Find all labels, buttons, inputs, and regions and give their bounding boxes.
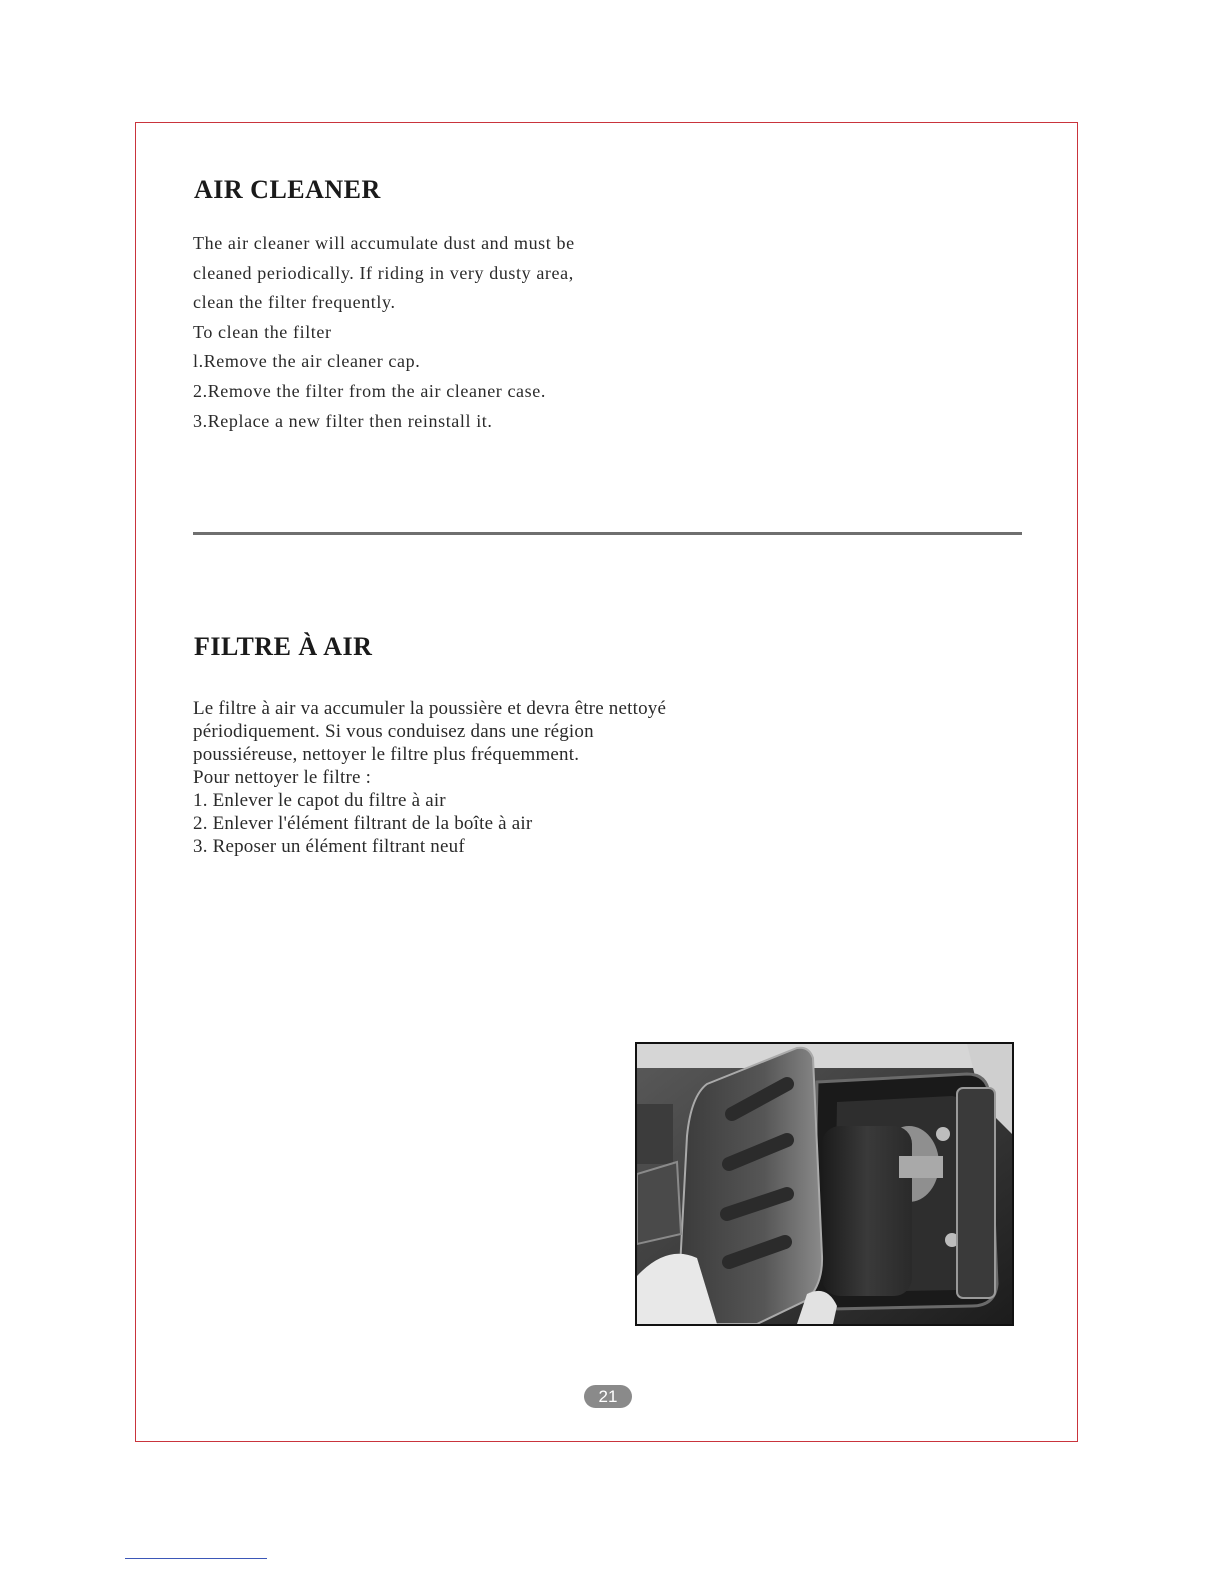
french-line: Pour nettoyer le filtre :: [193, 767, 372, 788]
french-step: 1. Enlever le capot du filtre à air: [193, 790, 446, 811]
air-filter-photo: [635, 1042, 1014, 1326]
english-line: The air cleaner will accumulate dust and must be: [193, 233, 575, 253]
english-step: 3.Replace a new filter then reinstall it.: [193, 410, 493, 431]
french-line: périodiquement. Si vous conduisez dans une région: [193, 721, 594, 742]
page-number-badge: 21: [584, 1385, 632, 1408]
english-line: To clean the filter: [193, 321, 332, 342]
french-step: 2. Enlever l'élément filtrant de la boîte à air: [193, 813, 533, 834]
english-line: clean the filter frequently.: [193, 292, 396, 313]
french-line: poussiéreuse, nettoyer le filtre plus fréquemment.: [193, 744, 580, 765]
french-step: 3. Reposer un élément filtrant neuf: [193, 836, 465, 857]
english-line: cleaned periodically. If riding in very dusty area,: [193, 262, 574, 283]
french-instructions: [193, 697, 753, 858]
air-filter-illustration: [637, 1044, 1012, 1324]
french-heading: FILTRE À AIR: [194, 632, 373, 661]
english-heading: AIR CLEANER: [194, 175, 381, 204]
english-instructions: [193, 229, 633, 436]
english-step: l.Remove the air cleaner cap.: [193, 351, 421, 372]
english-step: 2.Remove the filter from the air cleaner case.: [193, 380, 546, 401]
section-divider: [193, 532, 1022, 535]
french-line: Le filtre à air va accumuler la poussière et devra être nettoyé: [193, 698, 667, 719]
bottom-link-underline: [125, 1558, 267, 1559]
